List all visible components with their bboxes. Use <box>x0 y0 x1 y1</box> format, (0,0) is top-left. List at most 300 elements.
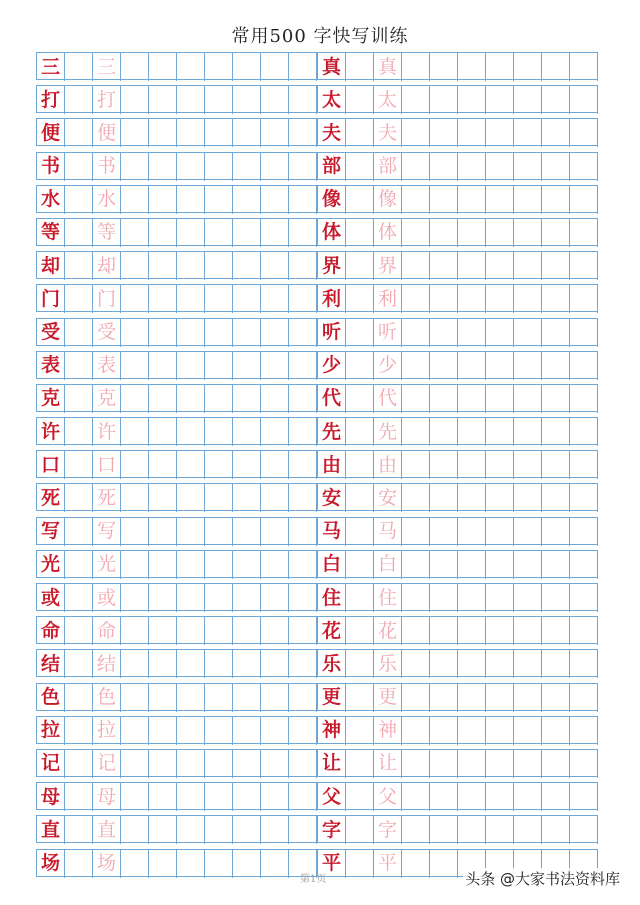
empty-practice-cell <box>402 816 430 844</box>
left-practice-row <box>36 450 317 478</box>
trace-character: 直 <box>93 816 121 844</box>
empty-practice-cell <box>542 153 570 181</box>
trace-character: 三 <box>93 53 121 81</box>
empty-practice-cell <box>458 186 486 214</box>
empty-practice-cell <box>149 352 177 380</box>
empty-practice-cell <box>177 53 205 81</box>
empty-practice-cell <box>177 717 205 745</box>
empty-practice-cell <box>205 551 233 579</box>
empty-practice-cell <box>205 717 233 745</box>
empty-practice-cell <box>570 219 598 247</box>
grid-row <box>36 550 604 578</box>
model-character: 三 <box>37 53 65 81</box>
model-character: 听 <box>318 319 346 347</box>
empty-practice-cell <box>402 252 430 280</box>
empty-practice-cell <box>177 750 205 778</box>
empty-practice-cell <box>205 783 233 811</box>
empty-practice-cell <box>570 451 598 479</box>
empty-practice-cell <box>205 119 233 147</box>
empty-practice-cell <box>233 816 261 844</box>
empty-practice-cell <box>65 551 93 579</box>
empty-practice-cell <box>177 850 205 878</box>
model-character: 父 <box>318 783 346 811</box>
empty-practice-cell <box>514 319 542 347</box>
empty-practice-cell <box>486 53 514 81</box>
trace-character: 部 <box>374 153 402 181</box>
empty-practice-cell <box>542 451 570 479</box>
model-character: 先 <box>318 418 346 446</box>
empty-practice-cell <box>514 551 542 579</box>
model-character: 书 <box>37 153 65 181</box>
empty-practice-cell <box>486 153 514 181</box>
model-character: 命 <box>37 617 65 645</box>
empty-practice-cell <box>402 451 430 479</box>
grid-row <box>36 417 604 445</box>
model-character: 打 <box>37 86 65 114</box>
empty-practice-cell <box>261 219 289 247</box>
empty-practice-cell <box>233 850 261 878</box>
empty-practice-cell <box>514 53 542 81</box>
empty-practice-cell <box>430 153 458 181</box>
empty-practice-cell <box>261 319 289 347</box>
empty-practice-cell <box>65 385 93 413</box>
empty-practice-cell <box>289 617 317 645</box>
empty-practice-cell <box>570 816 598 844</box>
empty-practice-cell <box>458 451 486 479</box>
left-practice-row <box>36 815 317 843</box>
empty-practice-cell <box>402 53 430 81</box>
empty-practice-cell <box>289 750 317 778</box>
empty-practice-cell <box>121 119 149 147</box>
grid-row <box>36 815 604 843</box>
empty-practice-cell <box>486 783 514 811</box>
empty-practice-cell <box>233 717 261 745</box>
trace-character: 水 <box>93 186 121 214</box>
trace-character: 住 <box>374 584 402 612</box>
empty-practice-cell <box>121 783 149 811</box>
empty-practice-cell <box>346 584 374 612</box>
right-practice-row <box>317 118 598 146</box>
empty-practice-cell <box>486 717 514 745</box>
empty-practice-cell <box>458 650 486 678</box>
empty-practice-cell <box>233 119 261 147</box>
empty-practice-cell <box>205 86 233 114</box>
empty-practice-cell <box>346 285 374 313</box>
grid-row <box>36 185 604 213</box>
left-practice-row <box>36 749 317 777</box>
empty-practice-cell <box>542 186 570 214</box>
model-character: 真 <box>318 53 346 81</box>
empty-practice-cell <box>514 783 542 811</box>
empty-practice-cell <box>177 684 205 712</box>
trace-character: 命 <box>93 617 121 645</box>
empty-practice-cell <box>233 650 261 678</box>
empty-practice-cell <box>542 285 570 313</box>
empty-practice-cell <box>261 850 289 878</box>
trace-character: 先 <box>374 418 402 446</box>
left-practice-row <box>36 517 317 545</box>
model-character: 结 <box>37 650 65 678</box>
empty-practice-cell <box>346 717 374 745</box>
empty-practice-cell <box>402 783 430 811</box>
empty-practice-cell <box>514 650 542 678</box>
model-character: 色 <box>37 684 65 712</box>
empty-practice-cell <box>149 617 177 645</box>
trace-character: 拉 <box>93 717 121 745</box>
empty-practice-cell <box>261 750 289 778</box>
left-practice-row <box>36 649 317 677</box>
empty-practice-cell <box>542 783 570 811</box>
trace-character: 界 <box>374 252 402 280</box>
empty-practice-cell <box>458 153 486 181</box>
empty-practice-cell <box>233 86 261 114</box>
grid-row <box>36 749 604 777</box>
empty-practice-cell <box>233 385 261 413</box>
trace-character: 门 <box>93 285 121 313</box>
empty-practice-cell <box>205 451 233 479</box>
empty-practice-cell <box>149 750 177 778</box>
empty-practice-cell <box>121 717 149 745</box>
empty-practice-cell <box>402 650 430 678</box>
model-character: 字 <box>318 816 346 844</box>
empty-practice-cell <box>346 418 374 446</box>
empty-practice-cell <box>261 285 289 313</box>
empty-practice-cell <box>430 717 458 745</box>
empty-practice-cell <box>65 186 93 214</box>
empty-practice-cell <box>205 816 233 844</box>
model-character: 写 <box>37 518 65 546</box>
model-character: 记 <box>37 750 65 778</box>
empty-practice-cell <box>121 285 149 313</box>
empty-practice-cell <box>514 584 542 612</box>
trace-character: 真 <box>374 53 402 81</box>
empty-practice-cell <box>486 518 514 546</box>
empty-practice-cell <box>233 285 261 313</box>
empty-practice-cell <box>65 783 93 811</box>
empty-practice-cell <box>121 252 149 280</box>
right-practice-row <box>317 683 598 711</box>
empty-practice-cell <box>289 418 317 446</box>
empty-practice-cell <box>289 783 317 811</box>
empty-practice-cell <box>346 551 374 579</box>
empty-practice-cell <box>65 219 93 247</box>
empty-practice-cell <box>65 684 93 712</box>
empty-practice-cell <box>430 816 458 844</box>
empty-practice-cell <box>289 153 317 181</box>
empty-practice-cell <box>149 119 177 147</box>
grid-row <box>36 85 604 113</box>
empty-practice-cell <box>149 717 177 745</box>
left-practice-row <box>36 218 317 246</box>
empty-practice-cell <box>65 53 93 81</box>
empty-practice-cell <box>177 86 205 114</box>
empty-practice-cell <box>430 418 458 446</box>
empty-practice-cell <box>402 684 430 712</box>
empty-practice-cell <box>514 717 542 745</box>
right-practice-row <box>317 483 598 511</box>
empty-practice-cell <box>570 684 598 712</box>
empty-practice-cell <box>346 352 374 380</box>
empty-practice-cell <box>514 252 542 280</box>
left-practice-row <box>36 52 317 80</box>
model-character: 等 <box>37 219 65 247</box>
model-character: 住 <box>318 584 346 612</box>
model-character: 或 <box>37 584 65 612</box>
empty-practice-cell <box>402 750 430 778</box>
model-character: 花 <box>318 617 346 645</box>
right-practice-row <box>317 85 598 113</box>
empty-practice-cell <box>346 484 374 512</box>
empty-practice-cell <box>514 816 542 844</box>
empty-practice-cell <box>233 219 261 247</box>
empty-practice-cell <box>65 285 93 313</box>
empty-practice-cell <box>261 451 289 479</box>
empty-practice-cell <box>233 153 261 181</box>
empty-practice-cell <box>542 352 570 380</box>
left-practice-row <box>36 616 317 644</box>
model-character: 口 <box>37 451 65 479</box>
grid-row <box>36 517 604 545</box>
grid-row <box>36 284 604 312</box>
empty-practice-cell <box>177 518 205 546</box>
empty-practice-cell <box>289 119 317 147</box>
empty-practice-cell <box>121 684 149 712</box>
empty-practice-cell <box>430 186 458 214</box>
empty-practice-cell <box>149 219 177 247</box>
empty-practice-cell <box>177 584 205 612</box>
empty-practice-cell <box>177 385 205 413</box>
empty-practice-cell <box>570 717 598 745</box>
empty-practice-cell <box>430 219 458 247</box>
empty-practice-cell <box>261 53 289 81</box>
empty-practice-cell <box>486 119 514 147</box>
empty-practice-cell <box>570 783 598 811</box>
empty-practice-cell <box>261 418 289 446</box>
empty-practice-cell <box>289 717 317 745</box>
left-practice-row <box>36 782 317 810</box>
empty-practice-cell <box>514 385 542 413</box>
empty-practice-cell <box>486 385 514 413</box>
empty-practice-cell <box>65 850 93 878</box>
right-practice-row <box>317 152 598 180</box>
empty-practice-cell <box>542 650 570 678</box>
empty-practice-cell <box>65 750 93 778</box>
left-practice-row <box>36 483 317 511</box>
model-character: 门 <box>37 285 65 313</box>
grid-row <box>36 450 604 478</box>
empty-practice-cell <box>346 816 374 844</box>
empty-practice-cell <box>149 484 177 512</box>
empty-practice-cell <box>514 418 542 446</box>
empty-practice-cell <box>177 319 205 347</box>
empty-practice-cell <box>514 518 542 546</box>
empty-practice-cell <box>402 418 430 446</box>
right-practice-row <box>317 318 598 346</box>
empty-practice-cell <box>65 650 93 678</box>
empty-practice-cell <box>402 551 430 579</box>
empty-practice-cell <box>289 816 317 844</box>
model-character: 界 <box>318 252 346 280</box>
trace-character: 打 <box>93 86 121 114</box>
empty-practice-cell <box>149 783 177 811</box>
empty-practice-cell <box>261 783 289 811</box>
empty-practice-cell <box>261 717 289 745</box>
empty-practice-cell <box>570 484 598 512</box>
empty-practice-cell <box>289 584 317 612</box>
empty-practice-cell <box>542 484 570 512</box>
model-character: 更 <box>318 684 346 712</box>
empty-practice-cell <box>402 153 430 181</box>
empty-practice-cell <box>149 650 177 678</box>
empty-practice-cell <box>486 285 514 313</box>
empty-practice-cell <box>514 153 542 181</box>
empty-practice-cell <box>542 684 570 712</box>
empty-practice-cell <box>570 186 598 214</box>
trace-character: 色 <box>93 684 121 712</box>
left-practice-row <box>36 716 317 744</box>
empty-practice-cell <box>205 186 233 214</box>
trace-character: 更 <box>374 684 402 712</box>
empty-practice-cell <box>261 518 289 546</box>
empty-practice-cell <box>177 650 205 678</box>
empty-practice-cell <box>121 484 149 512</box>
empty-practice-cell <box>458 750 486 778</box>
trace-character: 光 <box>93 551 121 579</box>
trace-character: 写 <box>93 518 121 546</box>
trace-character: 乐 <box>374 650 402 678</box>
empty-practice-cell <box>346 684 374 712</box>
model-character: 克 <box>37 385 65 413</box>
grid-row <box>36 251 604 279</box>
empty-practice-cell <box>346 783 374 811</box>
model-character: 部 <box>318 153 346 181</box>
empty-practice-cell <box>149 816 177 844</box>
empty-practice-cell <box>121 518 149 546</box>
empty-practice-cell <box>177 153 205 181</box>
empty-practice-cell <box>570 650 598 678</box>
empty-practice-cell <box>570 551 598 579</box>
empty-practice-cell <box>430 285 458 313</box>
left-practice-row <box>36 384 317 412</box>
empty-practice-cell <box>542 518 570 546</box>
empty-practice-cell <box>149 252 177 280</box>
empty-practice-cell <box>261 186 289 214</box>
empty-practice-cell <box>542 584 570 612</box>
empty-practice-cell <box>402 617 430 645</box>
empty-practice-cell <box>261 551 289 579</box>
trace-character: 代 <box>374 385 402 413</box>
empty-practice-cell <box>402 717 430 745</box>
empty-practice-cell <box>542 86 570 114</box>
empty-practice-cell <box>261 86 289 114</box>
right-practice-row <box>317 716 598 744</box>
empty-practice-cell <box>205 484 233 512</box>
empty-practice-cell <box>205 252 233 280</box>
empty-practice-cell <box>486 418 514 446</box>
empty-practice-cell <box>458 86 486 114</box>
empty-practice-cell <box>261 816 289 844</box>
left-practice-row <box>36 284 317 312</box>
right-practice-row <box>317 185 598 213</box>
empty-practice-cell <box>121 186 149 214</box>
trace-character: 夫 <box>374 119 402 147</box>
empty-practice-cell <box>402 518 430 546</box>
empty-practice-cell <box>402 219 430 247</box>
right-practice-row <box>317 782 598 810</box>
empty-practice-cell <box>346 53 374 81</box>
empty-practice-cell <box>289 53 317 81</box>
empty-practice-cell <box>177 119 205 147</box>
empty-practice-cell <box>121 153 149 181</box>
model-character: 由 <box>318 451 346 479</box>
empty-practice-cell <box>177 219 205 247</box>
right-practice-row <box>317 517 598 545</box>
empty-practice-cell <box>289 650 317 678</box>
empty-practice-cell <box>233 551 261 579</box>
empty-practice-cell <box>289 551 317 579</box>
trace-character: 书 <box>93 153 121 181</box>
empty-practice-cell <box>65 119 93 147</box>
empty-practice-cell <box>205 385 233 413</box>
empty-practice-cell <box>430 352 458 380</box>
empty-practice-cell <box>346 850 374 878</box>
practice-grid <box>36 52 604 882</box>
empty-practice-cell <box>205 219 233 247</box>
left-practice-row <box>36 550 317 578</box>
empty-practice-cell <box>458 385 486 413</box>
empty-practice-cell <box>346 750 374 778</box>
empty-practice-cell <box>121 850 149 878</box>
empty-practice-cell <box>233 186 261 214</box>
empty-practice-cell <box>149 186 177 214</box>
empty-practice-cell <box>458 319 486 347</box>
empty-practice-cell <box>570 119 598 147</box>
trace-character: 安 <box>374 484 402 512</box>
empty-practice-cell <box>458 617 486 645</box>
empty-practice-cell <box>486 816 514 844</box>
model-character: 便 <box>37 119 65 147</box>
empty-practice-cell <box>289 186 317 214</box>
grid-row <box>36 218 604 246</box>
empty-practice-cell <box>233 684 261 712</box>
empty-practice-cell <box>149 153 177 181</box>
empty-practice-cell <box>65 518 93 546</box>
empty-practice-cell <box>514 750 542 778</box>
empty-practice-cell <box>402 850 430 878</box>
empty-practice-cell <box>346 451 374 479</box>
empty-practice-cell <box>289 219 317 247</box>
empty-practice-cell <box>261 584 289 612</box>
empty-practice-cell <box>430 53 458 81</box>
empty-practice-cell <box>121 617 149 645</box>
empty-practice-cell <box>430 484 458 512</box>
empty-practice-cell <box>233 783 261 811</box>
empty-practice-cell <box>514 285 542 313</box>
right-practice-row <box>317 616 598 644</box>
empty-practice-cell <box>458 53 486 81</box>
trace-character: 利 <box>374 285 402 313</box>
empty-practice-cell <box>346 252 374 280</box>
trace-character: 表 <box>93 352 121 380</box>
empty-practice-cell <box>486 319 514 347</box>
empty-practice-cell <box>346 319 374 347</box>
empty-practice-cell <box>261 617 289 645</box>
empty-practice-cell <box>542 816 570 844</box>
empty-practice-cell <box>177 484 205 512</box>
empty-practice-cell <box>486 186 514 214</box>
empty-practice-cell <box>430 518 458 546</box>
empty-practice-cell <box>65 319 93 347</box>
